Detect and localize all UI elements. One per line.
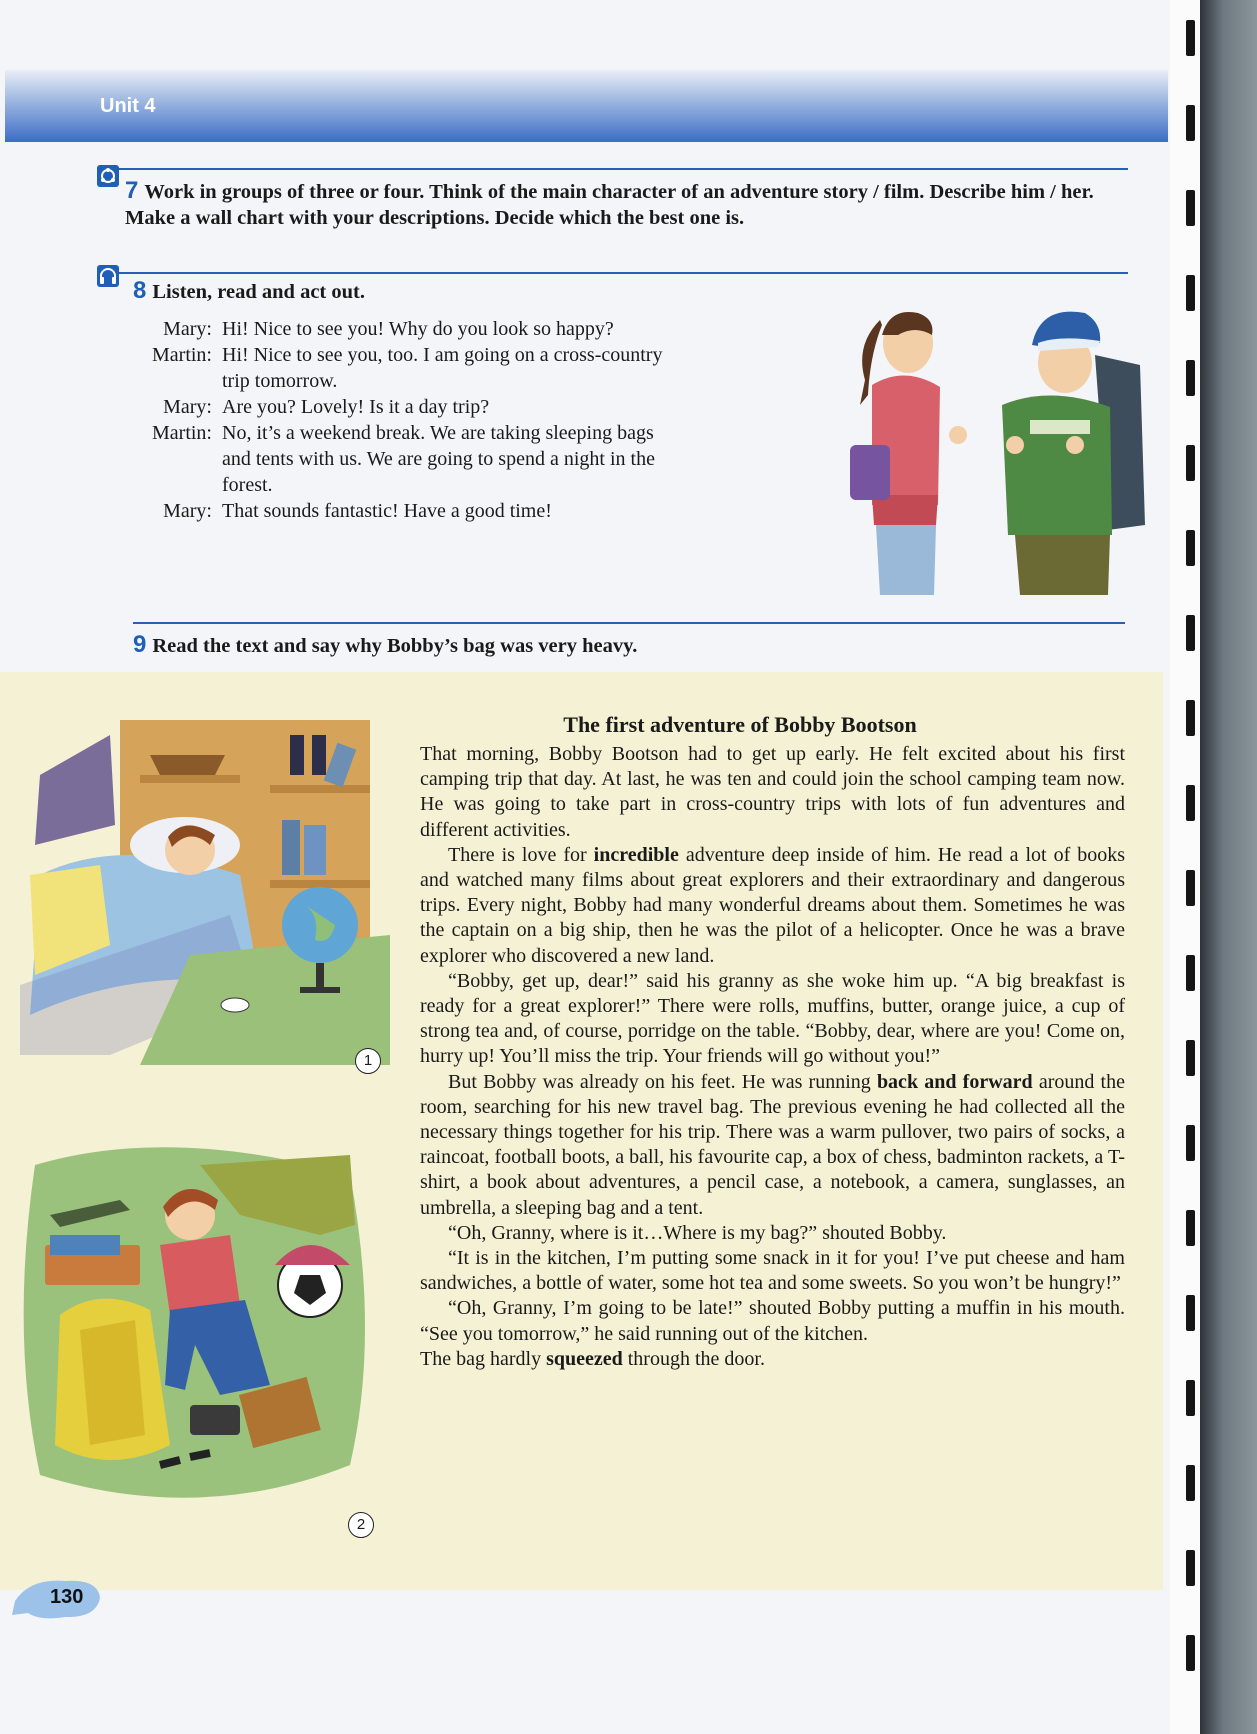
unit-header-band [5, 70, 1168, 142]
story-paragraph: The bag hardly squeezed through the door. [420, 1347, 765, 1370]
dialogue-line [120, 446, 810, 472]
task-8-instruction: Listen, read and act out. [152, 281, 365, 303]
dialogue-line [120, 394, 810, 420]
story-paragraph: There is love for incredible adventure deep inside of him. He read a lot of books and watched many films about great explorers and their extraordinary and dangerous trips. Every night, Bobby had many wonderful dreams about them. Sometimes he was the captain on a big ship, then he was the pilot of a helicopter. Once he was a brave explorer who discovered a new land. [420, 843, 1125, 967]
story-title: The first adventure of Bobby Bootson [563, 712, 917, 737]
story-paragraph: “Bobby, get up, dear!” said his granny as she woke him up. “A big breakfast is ready for a great explorer!” There were rolls, muffins, butter, orange juice, a cup of strong tea and, of course, porridge on the table. “Bobby, dear, where are you! Come on, hurry up! You’ll miss the trip. Your friends will go without you!” [420, 969, 1125, 1068]
story-paragraph: That morning, Bobby Bootson had to get up early. He felt excited about his first camping trip that day. At last, he was ten and could join the school camping team now. He was going to take part in cross-country trips with lots of fun adventures and different activities. [420, 743, 1125, 841]
dialogue-line [120, 368, 810, 394]
speaker: Mary: [163, 500, 212, 522]
illustration-number-badge: 1 [355, 1048, 381, 1074]
story-paragraph: “Oh, Granny, I’m going to be late!” shouted Bobby putting a muffin in his mouth. “See you tomorrow,” he said running out of the kitchen. [420, 1297, 1125, 1345]
line: That sounds fantastic! Have a good time! [222, 500, 552, 522]
speaker: Martin: [152, 422, 212, 444]
task-number: 8 [133, 277, 147, 304]
story-paragraph: “Oh, Granny, where is it…Where is my bag?” shouted Bobby. [448, 1221, 947, 1244]
dialogue-line [120, 342, 810, 368]
speaker: Martin: [152, 344, 212, 366]
spiral-binding [1170, 0, 1200, 1734]
headphones-icon [97, 265, 119, 287]
task-9 [133, 632, 933, 659]
line: Hi! Nice to see you! Why do you look so happy? [222, 318, 614, 340]
divider [133, 622, 1125, 624]
task-7 [125, 178, 1125, 231]
speaker: Mary: [163, 396, 212, 418]
illustration-number-badge: 2 [348, 1512, 374, 1538]
highlighted-word: squeezed [546, 1347, 623, 1370]
line: and tents with us. We are going to spend a night in the [222, 448, 655, 470]
task-9-instruction: Read the text and say why Bobby’s bag was very heavy. [152, 635, 638, 657]
task-8 [133, 278, 733, 305]
dialogue [120, 316, 810, 524]
line: forest. [222, 474, 273, 496]
group-work-icon [97, 165, 119, 187]
dialogue-line [120, 316, 810, 342]
line: trip tomorrow. [222, 370, 338, 392]
dialogue-line [120, 498, 810, 524]
line: Are you? Lovely! Is it a day trip? [222, 396, 490, 418]
story-paragraph: “It is in the kitchen, I’m putting some snack in it for you! I’ve put cheese and ham sandwiches, a bottle of water, some hot tea and some sweets. So you won’t be hungry!” [420, 1247, 1125, 1295]
line: Hi! Nice to see you, too. I am going on a cross-country [222, 344, 663, 366]
bedroom-illustration [20, 715, 390, 1065]
highlighted-word: incredible [593, 843, 679, 866]
unit-label: Unit 4 [100, 95, 156, 117]
packing-bag-illustration [20, 1135, 380, 1525]
page-number [10, 1573, 102, 1621]
story-text [420, 742, 1125, 1372]
line: No, it’s a weekend break. We are taking sleeping bags [222, 422, 654, 444]
task-number: 9 [133, 631, 147, 658]
speaker: Mary: [163, 318, 212, 340]
task-7-text: Work in groups of three or four. Think of the main character of an adventure story / film. Describe him / her. Make a wall chart with your descriptions. Decide which the best one is. [125, 181, 1094, 229]
divider [118, 168, 1128, 170]
dialogue-line [120, 472, 810, 498]
mary-and-martin-illustration [810, 295, 1155, 605]
page-number-text: 130 [50, 1586, 84, 1608]
highlighted-word: back and forward [876, 1070, 1033, 1093]
dialogue-line [120, 420, 810, 446]
story-paragraph: But Bobby was already on his feet. He was running back and forward around the room, searching for his new travel bag. The previous evening he had collected all the necessary things together for his trip. There was a warm pullover, two pairs of socks, a raincoat, football boots, a ball, his favourite cap, a box of chess, badminton rackets, a T-shirt, a book about adventures, a pencil case, a notebook, a camera, sunglasses, an umbrella, a sleeping bag and a tent. [420, 1070, 1125, 1219]
task-number: 7 [125, 177, 139, 204]
divider [118, 272, 1128, 274]
background-surface [1200, 0, 1257, 1734]
